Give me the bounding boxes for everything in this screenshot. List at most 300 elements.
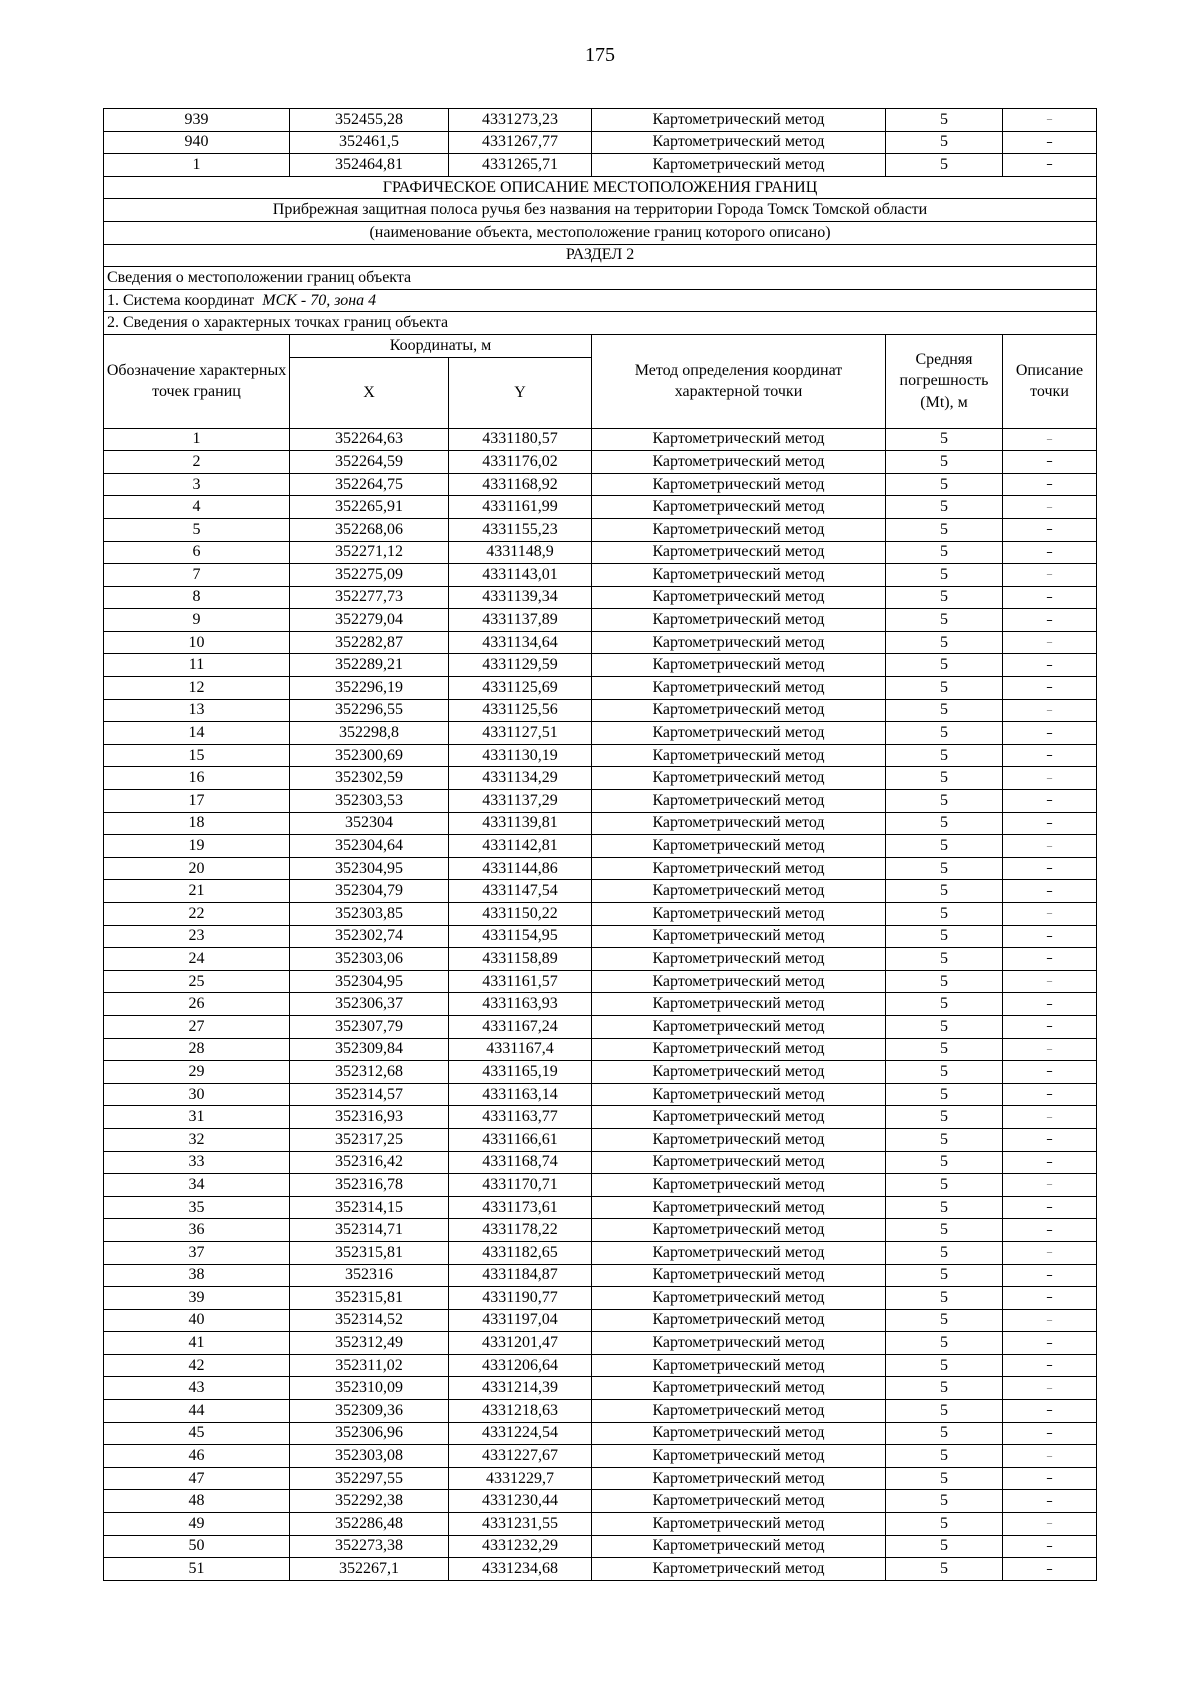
mean-error: 5 xyxy=(886,1467,1003,1490)
point-description: – xyxy=(1003,654,1097,677)
method: Картометрический метод xyxy=(592,1309,886,1332)
point-number: 940 xyxy=(104,131,290,154)
table-row xyxy=(104,1467,1097,1490)
coord-y: 4331206,64 xyxy=(449,1354,592,1377)
point-number: 51 xyxy=(104,1558,290,1581)
coord-x: 352315,81 xyxy=(290,1287,449,1310)
method: Картометрический метод xyxy=(592,496,886,519)
mean-error: 5 xyxy=(886,1309,1003,1332)
table-row xyxy=(104,1151,1097,1174)
point-description: – xyxy=(1003,1400,1097,1423)
method: Картометрический метод xyxy=(592,993,886,1016)
mean-error: 5 xyxy=(886,1174,1003,1197)
coord-x: 352306,96 xyxy=(290,1422,449,1445)
point-number: 28 xyxy=(104,1038,290,1061)
coord-y: 4331201,47 xyxy=(449,1332,592,1355)
table-row xyxy=(104,1196,1097,1219)
coord-y: 4331180,57 xyxy=(449,428,592,451)
coord-y: 4331144,86 xyxy=(449,857,592,880)
method: Картометрический метод xyxy=(592,1513,886,1536)
point-number: 18 xyxy=(104,812,290,835)
coord-y: 4331182,65 xyxy=(449,1241,592,1264)
coord-y: 4331224,54 xyxy=(449,1422,592,1445)
point-number: 41 xyxy=(104,1332,290,1355)
method: Картометрический метод xyxy=(592,473,886,496)
coord-y: 4331231,55 xyxy=(449,1513,592,1536)
mean-error: 5 xyxy=(886,880,1003,903)
coord-y: 4331165,19 xyxy=(449,1061,592,1084)
mean-error: 5 xyxy=(886,835,1003,858)
point-number: 9 xyxy=(104,609,290,632)
method: Картометрический метод xyxy=(592,428,886,451)
table-row xyxy=(104,1015,1097,1038)
table-row xyxy=(104,835,1097,858)
point-number: 50 xyxy=(104,1535,290,1558)
method: Картометрический метод xyxy=(592,1467,886,1490)
method: Картометрический метод xyxy=(592,903,886,926)
point-description: – xyxy=(1003,835,1097,858)
table-row xyxy=(104,1038,1097,1061)
point-number: 30 xyxy=(104,1083,290,1106)
points-title: 2. Сведения о характерных точках границ объекта xyxy=(104,312,1097,335)
table-row xyxy=(104,1445,1097,1468)
coord-x: 352304,95 xyxy=(290,970,449,993)
mean-error: 5 xyxy=(886,1151,1003,1174)
coord-x: 352316,42 xyxy=(290,1151,449,1174)
table-row xyxy=(104,1083,1097,1106)
method: Картометрический метод xyxy=(592,1354,886,1377)
table-row xyxy=(104,880,1097,903)
point-description: – xyxy=(1003,1106,1097,1129)
table-row xyxy=(104,993,1097,1016)
table-row xyxy=(104,1174,1097,1197)
table-row xyxy=(104,970,1097,993)
point-number: 17 xyxy=(104,790,290,813)
table-row xyxy=(104,154,1097,177)
point-description: – xyxy=(1003,1174,1097,1197)
table-row xyxy=(104,812,1097,835)
point-number: 44 xyxy=(104,1400,290,1423)
point-number: 33 xyxy=(104,1151,290,1174)
table-row xyxy=(104,518,1097,541)
coord-x: 352309,84 xyxy=(290,1038,449,1061)
coord-y: 4331214,39 xyxy=(449,1377,592,1400)
table-row xyxy=(104,109,1097,132)
point-number: 46 xyxy=(104,1445,290,1468)
point-number: 14 xyxy=(104,722,290,745)
coord-x: 352310,09 xyxy=(290,1377,449,1400)
coord-y: 4331137,89 xyxy=(449,609,592,632)
coord-x: 352303,85 xyxy=(290,903,449,926)
point-number: 11 xyxy=(104,654,290,677)
mean-error: 5 xyxy=(886,790,1003,813)
method: Картометрический метод xyxy=(592,451,886,474)
point-number: 38 xyxy=(104,1264,290,1287)
coord-y: 4331148,9 xyxy=(449,541,592,564)
mean-error: 5 xyxy=(886,631,1003,654)
coord-y: 4331168,92 xyxy=(449,473,592,496)
method: Картометрический метод xyxy=(592,154,886,177)
coord-x: 352303,06 xyxy=(290,948,449,971)
method: Картометрический метод xyxy=(592,1535,886,1558)
point-description: – xyxy=(1003,1309,1097,1332)
table-row xyxy=(104,1513,1097,1536)
coord-x: 352311,02 xyxy=(290,1354,449,1377)
coord-x: 352316,78 xyxy=(290,1174,449,1197)
point-description: – xyxy=(1003,131,1097,154)
mean-error: 5 xyxy=(886,586,1003,609)
coord-x: 352264,75 xyxy=(290,473,449,496)
coord-x: 352271,12 xyxy=(290,541,449,564)
point-number: 25 xyxy=(104,970,290,993)
point-number: 47 xyxy=(104,1467,290,1490)
table-row xyxy=(104,451,1097,474)
point-description: – xyxy=(1003,631,1097,654)
crs-value: МСК - 70, зона 4 xyxy=(262,291,377,309)
mean-error: 5 xyxy=(886,744,1003,767)
point-description: – xyxy=(1003,925,1097,948)
table-row xyxy=(104,1241,1097,1264)
mean-error: 5 xyxy=(886,541,1003,564)
coord-y: 4331167,4 xyxy=(449,1038,592,1061)
point-description: – xyxy=(1003,1061,1097,1084)
table-row xyxy=(104,1558,1097,1581)
point-number: 27 xyxy=(104,1015,290,1038)
coord-y: 4331143,01 xyxy=(449,564,592,587)
table-row xyxy=(104,631,1097,654)
coord-y: 4331158,89 xyxy=(449,948,592,971)
mean-error: 5 xyxy=(886,1264,1003,1287)
coord-y: 4331139,34 xyxy=(449,586,592,609)
table-row xyxy=(104,925,1097,948)
coord-x: 352277,73 xyxy=(290,586,449,609)
mean-error: 5 xyxy=(886,131,1003,154)
mean-error: 5 xyxy=(886,428,1003,451)
point-description: – xyxy=(1003,1535,1097,1558)
point-number: 35 xyxy=(104,1196,290,1219)
coord-y: 4331166,61 xyxy=(449,1128,592,1151)
table-row xyxy=(104,1400,1097,1423)
method: Картометрический метод xyxy=(592,1558,886,1581)
coord-x: 352265,91 xyxy=(290,496,449,519)
point-description: – xyxy=(1003,1332,1097,1355)
point-description: – xyxy=(1003,451,1097,474)
coord-x: 352264,63 xyxy=(290,428,449,451)
coord-y: 4331163,77 xyxy=(449,1106,592,1129)
coord-y: 4331125,69 xyxy=(449,677,592,700)
table-row xyxy=(104,1309,1097,1332)
coord-y: 4331232,29 xyxy=(449,1535,592,1558)
header-x: X xyxy=(290,357,449,428)
point-number: 1 xyxy=(104,154,290,177)
coord-x: 352302,59 xyxy=(290,767,449,790)
point-description: – xyxy=(1003,699,1097,722)
point-description: – xyxy=(1003,154,1097,177)
point-description: – xyxy=(1003,1558,1097,1581)
method: Картометрический метод xyxy=(592,1106,886,1129)
mean-error: 5 xyxy=(886,1490,1003,1513)
coord-x: 352316,93 xyxy=(290,1106,449,1129)
coord-x: 352312,49 xyxy=(290,1332,449,1355)
coord-y: 4331139,81 xyxy=(449,812,592,835)
method: Картометрический метод xyxy=(592,1422,886,1445)
point-description: – xyxy=(1003,1241,1097,1264)
point-number: 4 xyxy=(104,496,290,519)
method: Картометрический метод xyxy=(592,835,886,858)
point-description: – xyxy=(1003,1083,1097,1106)
method: Картометрический метод xyxy=(592,1174,886,1197)
table-row xyxy=(104,1128,1097,1151)
coord-y: 4331267,77 xyxy=(449,131,592,154)
method: Картометрический метод xyxy=(592,722,886,745)
coord-x: 352317,25 xyxy=(290,1128,449,1151)
mean-error: 5 xyxy=(886,154,1003,177)
mean-error: 5 xyxy=(886,699,1003,722)
table-row xyxy=(104,722,1097,745)
mean-error: 5 xyxy=(886,1196,1003,1219)
point-number: 10 xyxy=(104,631,290,654)
table-row xyxy=(104,1287,1097,1310)
coord-y: 4331218,63 xyxy=(449,1400,592,1423)
coord-y: 4331137,29 xyxy=(449,790,592,813)
point-description: – xyxy=(1003,541,1097,564)
method: Картометрический метод xyxy=(592,790,886,813)
coord-y: 4331167,24 xyxy=(449,1015,592,1038)
coord-x: 352314,52 xyxy=(290,1309,449,1332)
point-description: – xyxy=(1003,609,1097,632)
boundary-points-table xyxy=(103,108,1097,1581)
coord-x: 352314,71 xyxy=(290,1219,449,1242)
coord-x: 352268,06 xyxy=(290,518,449,541)
mean-error: 5 xyxy=(886,1287,1003,1310)
coord-x: 352304,95 xyxy=(290,857,449,880)
mean-error: 5 xyxy=(886,564,1003,587)
coord-x: 352282,87 xyxy=(290,631,449,654)
table-row xyxy=(104,1264,1097,1287)
method: Картометрический метод xyxy=(592,970,886,993)
method: Картометрический метод xyxy=(592,609,886,632)
point-number: 49 xyxy=(104,1513,290,1536)
coord-y: 4331227,67 xyxy=(449,1445,592,1468)
table-row xyxy=(104,948,1097,971)
table-row xyxy=(104,903,1097,926)
point-description: – xyxy=(1003,586,1097,609)
coord-y: 4331184,87 xyxy=(449,1264,592,1287)
coord-x: 352303,08 xyxy=(290,1445,449,1468)
table-row xyxy=(104,609,1097,632)
method: Картометрический метод xyxy=(592,631,886,654)
table-row xyxy=(104,1422,1097,1445)
coord-y: 4331234,68 xyxy=(449,1558,592,1581)
point-description: – xyxy=(1003,812,1097,835)
point-number: 6 xyxy=(104,541,290,564)
point-description: – xyxy=(1003,473,1097,496)
point-number: 13 xyxy=(104,699,290,722)
method: Картометрический метод xyxy=(592,948,886,971)
info-title: Сведения о местоположении границ объекта xyxy=(104,267,1097,290)
table-row xyxy=(104,1219,1097,1242)
mean-error: 5 xyxy=(886,109,1003,132)
table-row xyxy=(104,1061,1097,1084)
point-number: 34 xyxy=(104,1174,290,1197)
method: Картометрический метод xyxy=(592,677,886,700)
section-title: ГРАФИЧЕСКОЕ ОПИСАНИЕ МЕСТОПОЛОЖЕНИЯ ГРАНИЦ xyxy=(104,176,1097,199)
point-description: – xyxy=(1003,880,1097,903)
point-number: 5 xyxy=(104,518,290,541)
mean-error: 5 xyxy=(886,1535,1003,1558)
method: Картометрический метод xyxy=(592,1400,886,1423)
coord-x: 352279,04 xyxy=(290,609,449,632)
point-description: – xyxy=(1003,1015,1097,1038)
method: Картометрический метод xyxy=(592,564,886,587)
point-number: 31 xyxy=(104,1106,290,1129)
mean-error: 5 xyxy=(886,1083,1003,1106)
coord-x: 352461,5 xyxy=(290,131,449,154)
coord-y: 4331125,56 xyxy=(449,699,592,722)
table-row xyxy=(104,654,1097,677)
coord-x: 352275,09 xyxy=(290,564,449,587)
coord-y: 4331134,64 xyxy=(449,631,592,654)
coord-x: 352455,28 xyxy=(290,109,449,132)
coord-x: 352312,68 xyxy=(290,1061,449,1084)
point-number: 1 xyxy=(104,428,290,451)
object-caption: (наименование объекта, местоположение границ которого описано) xyxy=(104,221,1097,244)
mean-error: 5 xyxy=(886,1400,1003,1423)
object-name: Прибрежная защитная полоса ручья без названия на территории Города Томск Томской области xyxy=(104,199,1097,222)
method: Картометрический метод xyxy=(592,857,886,880)
coord-x: 352304,79 xyxy=(290,880,449,903)
method: Картометрический метод xyxy=(592,109,886,132)
method: Картометрический метод xyxy=(592,1061,886,1084)
previous-points-rows xyxy=(104,109,1097,177)
coord-x: 352306,37 xyxy=(290,993,449,1016)
point-number: 939 xyxy=(104,109,290,132)
method: Картометрический метод xyxy=(592,1196,886,1219)
coord-y: 4331163,14 xyxy=(449,1083,592,1106)
point-number: 45 xyxy=(104,1422,290,1445)
coord-x: 352304 xyxy=(290,812,449,835)
method: Картометрический метод xyxy=(592,925,886,948)
point-description: – xyxy=(1003,1377,1097,1400)
method: Картометрический метод xyxy=(592,1083,886,1106)
coord-x: 352315,81 xyxy=(290,1241,449,1264)
point-description: – xyxy=(1003,1445,1097,1468)
point-number: 23 xyxy=(104,925,290,948)
coord-x: 352302,74 xyxy=(290,925,449,948)
coord-x: 352292,38 xyxy=(290,1490,449,1513)
method: Картометрический метод xyxy=(592,1377,886,1400)
coord-y: 4331176,02 xyxy=(449,451,592,474)
point-number: 43 xyxy=(104,1377,290,1400)
point-description: – xyxy=(1003,1151,1097,1174)
mean-error: 5 xyxy=(886,1015,1003,1038)
point-description: – xyxy=(1003,903,1097,926)
coord-x: 352296,19 xyxy=(290,677,449,700)
mean-error: 5 xyxy=(886,1128,1003,1151)
point-description: – xyxy=(1003,1490,1097,1513)
mean-error: 5 xyxy=(886,1445,1003,1468)
coord-y: 4331163,93 xyxy=(449,993,592,1016)
coord-x: 352286,48 xyxy=(290,1513,449,1536)
point-number: 19 xyxy=(104,835,290,858)
table-row xyxy=(104,131,1097,154)
coord-x: 352309,36 xyxy=(290,1400,449,1423)
point-number: 16 xyxy=(104,767,290,790)
point-number: 21 xyxy=(104,880,290,903)
point-description: – xyxy=(1003,1287,1097,1310)
method: Картометрический метод xyxy=(592,1490,886,1513)
mean-error: 5 xyxy=(886,948,1003,971)
table-row xyxy=(104,586,1097,609)
mean-error: 5 xyxy=(886,1241,1003,1264)
table-row xyxy=(104,473,1097,496)
header-designation: Обозначение характерных точек границ xyxy=(104,334,290,428)
mean-error: 5 xyxy=(886,1558,1003,1581)
mean-error: 5 xyxy=(886,857,1003,880)
coord-y: 4331161,57 xyxy=(449,970,592,993)
point-description: – xyxy=(1003,677,1097,700)
coord-x: 352297,55 xyxy=(290,1467,449,1490)
method: Картометрический метод xyxy=(592,1038,886,1061)
point-number: 42 xyxy=(104,1354,290,1377)
coord-x: 352316 xyxy=(290,1264,449,1287)
method: Картометрический метод xyxy=(592,1287,886,1310)
mean-error: 5 xyxy=(886,609,1003,632)
table-row xyxy=(104,1106,1097,1129)
point-number: 36 xyxy=(104,1219,290,1242)
method: Картометрический метод xyxy=(592,767,886,790)
point-number: 12 xyxy=(104,677,290,700)
coord-y: 4331178,22 xyxy=(449,1219,592,1242)
method: Картометрический метод xyxy=(592,812,886,835)
table-row xyxy=(104,1490,1097,1513)
coord-y: 4331150,22 xyxy=(449,903,592,926)
point-number: 24 xyxy=(104,948,290,971)
point-number: 39 xyxy=(104,1287,290,1310)
table-row xyxy=(104,790,1097,813)
point-description: – xyxy=(1003,857,1097,880)
coord-x: 352296,55 xyxy=(290,699,449,722)
method: Картометрический метод xyxy=(592,880,886,903)
mean-error: 5 xyxy=(886,473,1003,496)
method: Картометрический метод xyxy=(592,744,886,767)
point-number: 3 xyxy=(104,473,290,496)
coord-y: 4331147,54 xyxy=(449,880,592,903)
method: Картометрический метод xyxy=(592,1151,886,1174)
header-method: Метод определения координат характерной точки xyxy=(592,334,886,428)
coord-y: 4331168,74 xyxy=(449,1151,592,1174)
coord-x: 352303,53 xyxy=(290,790,449,813)
points-rows xyxy=(104,428,1097,1580)
coord-y: 4331154,95 xyxy=(449,925,592,948)
coord-x: 352289,21 xyxy=(290,654,449,677)
point-number: 40 xyxy=(104,1309,290,1332)
point-description: – xyxy=(1003,744,1097,767)
table-row xyxy=(104,744,1097,767)
coord-x: 352304,64 xyxy=(290,835,449,858)
page-number: 175 xyxy=(585,44,615,66)
method: Картометрический метод xyxy=(592,1264,886,1287)
part-title: РАЗДЕЛ 2 xyxy=(104,244,1097,267)
point-description: – xyxy=(1003,1422,1097,1445)
method: Картометрический метод xyxy=(592,1128,886,1151)
method: Картометрический метод xyxy=(592,1241,886,1264)
mean-error: 5 xyxy=(886,518,1003,541)
coord-y: 4331197,04 xyxy=(449,1309,592,1332)
coord-y: 4331127,51 xyxy=(449,722,592,745)
table-row xyxy=(104,428,1097,451)
point-number: 32 xyxy=(104,1128,290,1151)
